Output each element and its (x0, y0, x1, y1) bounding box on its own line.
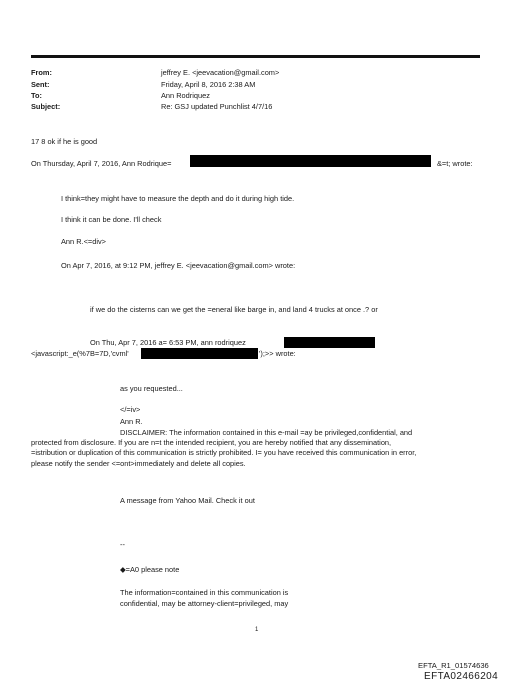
separator-dash: -- (120, 540, 125, 549)
page-number: 1 (255, 627, 259, 633)
quote-header-1-suffix: &=t; wrote: (437, 159, 473, 168)
subject-value: Re: GSJ updated Punchlist 4/7/16 (161, 102, 273, 111)
to-label: To: (31, 91, 42, 100)
disclaimer-line: please notify the sender <=ont>immediately and delete all copies. (31, 459, 246, 468)
efta-id-large: EFTA02466204 (424, 671, 499, 682)
info-line: The information=contained in this communication is (120, 588, 289, 597)
message-line: as you requested... (120, 384, 183, 393)
signature-line: Ann R. (120, 417, 143, 426)
message-line: if we do the cisterns can we get the =eneral like barge in, and land 4 trucks at once .? or (90, 305, 378, 314)
please-note-line: ◆=A0 please note (120, 565, 180, 574)
message-line: I think it can be done. I'll check (61, 215, 162, 224)
reply-line: 17 8 ok if he is good (31, 137, 98, 146)
efta-id-small: EFTA_R1_01574636 (418, 661, 489, 670)
quote-header-2: On Apr 7, 2016, at 9:12 PM, jeffrey E. <jeevacation@gmail.com> wrote: (61, 261, 296, 270)
signature-line: Ann R.<=div> (61, 237, 106, 246)
quote-header-1: On Thursday, April 7, 2016, Ann Rodrique= (31, 159, 172, 168)
disclaimer-line: =istribution or duplication of this communication is strictly prohibited. I= you have received this communication in error, (31, 448, 417, 457)
sent-label: Sent: (31, 80, 50, 89)
message-line: </=iv> (120, 405, 141, 414)
disclaimer-line: protected from disclosure. If you are n=t the intended recipient, you are hereby notified that any dissemination, (31, 438, 392, 447)
redaction-box (190, 155, 431, 167)
from-label: From: (31, 68, 52, 77)
to-value: Ann Rodriquez (161, 91, 210, 100)
yahoo-line: A message from Yahoo Mail. Check it out (120, 496, 255, 505)
disclaimer-line: DISCLAIMER: The information contained in this e-mail =ay be privileged,confidential, and (120, 428, 413, 437)
from-value: jeffrey E. <jeevacation@gmail.com> (161, 68, 280, 77)
quote-header-3-link: <javascript:_e(%7B=7D,'cvml' (31, 349, 129, 358)
quote-header-3-suffix: ');>> wrote: (259, 349, 296, 358)
message-line: I think=they might have to measure the depth and do it during high tide. (61, 194, 295, 203)
quote-header-3: On Thu, Apr 7, 2016 a= 6:53 PM, ann rodriquez (90, 338, 246, 347)
sent-value: Friday, April 8, 2016 2:38 AM (161, 80, 256, 89)
redaction-box (141, 348, 258, 359)
info-line: confidential, may be attorney-client=privileged, may (120, 599, 289, 608)
subject-label: Subject: (31, 102, 61, 111)
header-rule (31, 55, 480, 58)
redaction-box (284, 337, 375, 348)
